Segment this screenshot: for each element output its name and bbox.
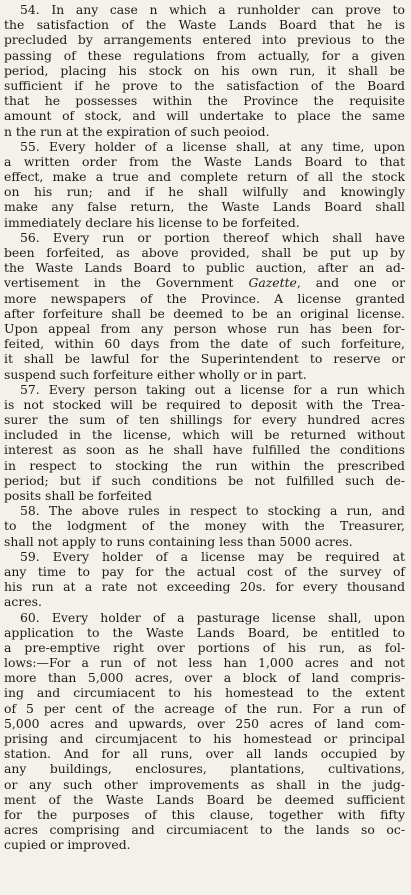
text-line: after forfeiture shall be deemed to be an original license. [4, 305, 405, 321]
text-line: feited, within 60 days from the date of such forfeiture, [4, 336, 405, 352]
text-line: for the purposes of this clause, together with fifty [4, 806, 405, 822]
text-line: in respect to stocking the run within the prescribed [4, 457, 405, 473]
text-line: 57. Every person taking out a license for a run which [20, 381, 405, 397]
text-line: surer the sum of ten shillings for every hundred acres [4, 412, 405, 428]
text-line: immediately declare his license to be forfeited. [4, 214, 300, 230]
section-54 [4, 2, 405, 139]
text-line: any buildings, enclosures, plantations, cultivations, [4, 761, 405, 777]
text-line: ing and circumiacent to his homestead to the extent [4, 685, 405, 701]
text-line: 59. Every holder of a license may be required at [20, 548, 405, 564]
text-line: lows:—For a run of not less han 1,000 acres and not [4, 655, 405, 671]
text-line: his run at a rate not exceeding 20s. for every thousand [4, 579, 405, 595]
text-line: 56. Every run or portion thereof which shall have [20, 229, 405, 245]
text-line: been forfeited, as above provided, shall be put up by [4, 245, 405, 260]
text-line: sufficient if he prove to the satisfaction of the Board [4, 77, 405, 93]
text-line: application to the Waste Lands Board, be entitled to [4, 624, 405, 640]
text-line: interest as soon as he shall have fulfilled the conditions [4, 442, 405, 458]
section-60 [4, 610, 405, 853]
text-line: 60. Every holder of a pasturage license shall, upon [20, 609, 405, 625]
text-line: to the lodgment of the money with the Treasurer, [4, 518, 405, 534]
text-line: more newspapers of the Province. A license granted [4, 290, 405, 306]
text-line: effect, make a true and complete return of all the stock [4, 169, 405, 185]
text-line: included in the license, which will be returned without [4, 427, 405, 443]
text-line: is not stocked will be required to deposit with the Trea- [4, 396, 405, 412]
section-59 [4, 549, 405, 610]
text-line: on his run; and if he shall wilfully and knowingly [4, 184, 405, 200]
text-line: station. And for all runs, over all lands occupied by [4, 746, 405, 762]
text-line: acres comprising and circumiacent to the lands so oc- [4, 822, 405, 838]
text-line: of 5 per cent of the acreage of the run. For a run of [4, 700, 405, 716]
text-line: period, placing his stock on his own run, it shall be [4, 62, 405, 78]
text-line: a written order from the Waste Lands Board to that [4, 153, 405, 169]
text-line: n the run at the expiration of such peoiod. [4, 123, 270, 139]
text-line: vertisement in the Government Gazette, and one or [4, 275, 405, 291]
text-line: 54. In any case n which a runholder can prove to [20, 2, 405, 17]
text-line: more than 5,000 acres, over a block of land compris- [4, 670, 405, 686]
section-57 [4, 382, 405, 504]
text-line: posits shall be forfeited [4, 488, 152, 503]
text-line: a pre-emptive right over portions of his run, as fol- [4, 639, 405, 655]
section-58 [4, 503, 405, 549]
text-line: it shall be lawful for the Superintendent to reserve or [4, 351, 405, 367]
section-56 [4, 230, 405, 382]
text-line: passing of these regulations from actually, for a given [4, 47, 405, 63]
text-line: shall not apply to runs containing less than 5000 acres. [4, 533, 353, 549]
text-line: precluded by arrangements entered into previous to the [4, 32, 405, 48]
text-line: the Waste Lands Board to public auction, after an ad- [4, 260, 405, 276]
text-line: period; but if such conditions be not fulfilled such de- [4, 472, 405, 488]
text-line: 5,000 acres and upwards, over 250 acres of land com- [4, 715, 405, 731]
text-line: ment of the Waste Lands Board be deemed sufficient [4, 791, 405, 807]
text-line: Upon appeal from any person whose run has been for- [4, 320, 405, 336]
text-line: 58. The above rules in respect to stocking a run, and [20, 503, 405, 519]
text-line: 55. Every holder of a license shall, at any time, upon [20, 138, 405, 154]
text-line: prising and circumjacent to his homestead or principal [4, 731, 405, 746]
text-line: that he possesses within the Province the requisite [4, 93, 405, 109]
text-line: cupied or improved. [4, 837, 131, 853]
text-line: any time to pay for the actual cost of the survey of [4, 563, 405, 579]
text-line: suspend such forfeiture either wholly or in part. [4, 366, 307, 382]
section-55 [4, 139, 405, 230]
text-line: or any such other improvements as shall in the judg- [4, 776, 405, 792]
text-line: acres. [4, 594, 42, 610]
text-line: the satisfaction of the Waste Lands Board that he is [4, 17, 405, 33]
text-line: amount of stock, and will undertake to place the same [4, 108, 405, 124]
text-line: make any false return, the Waste Lands Board shall [4, 199, 405, 215]
gazette-italic: Gazette [248, 275, 297, 291]
